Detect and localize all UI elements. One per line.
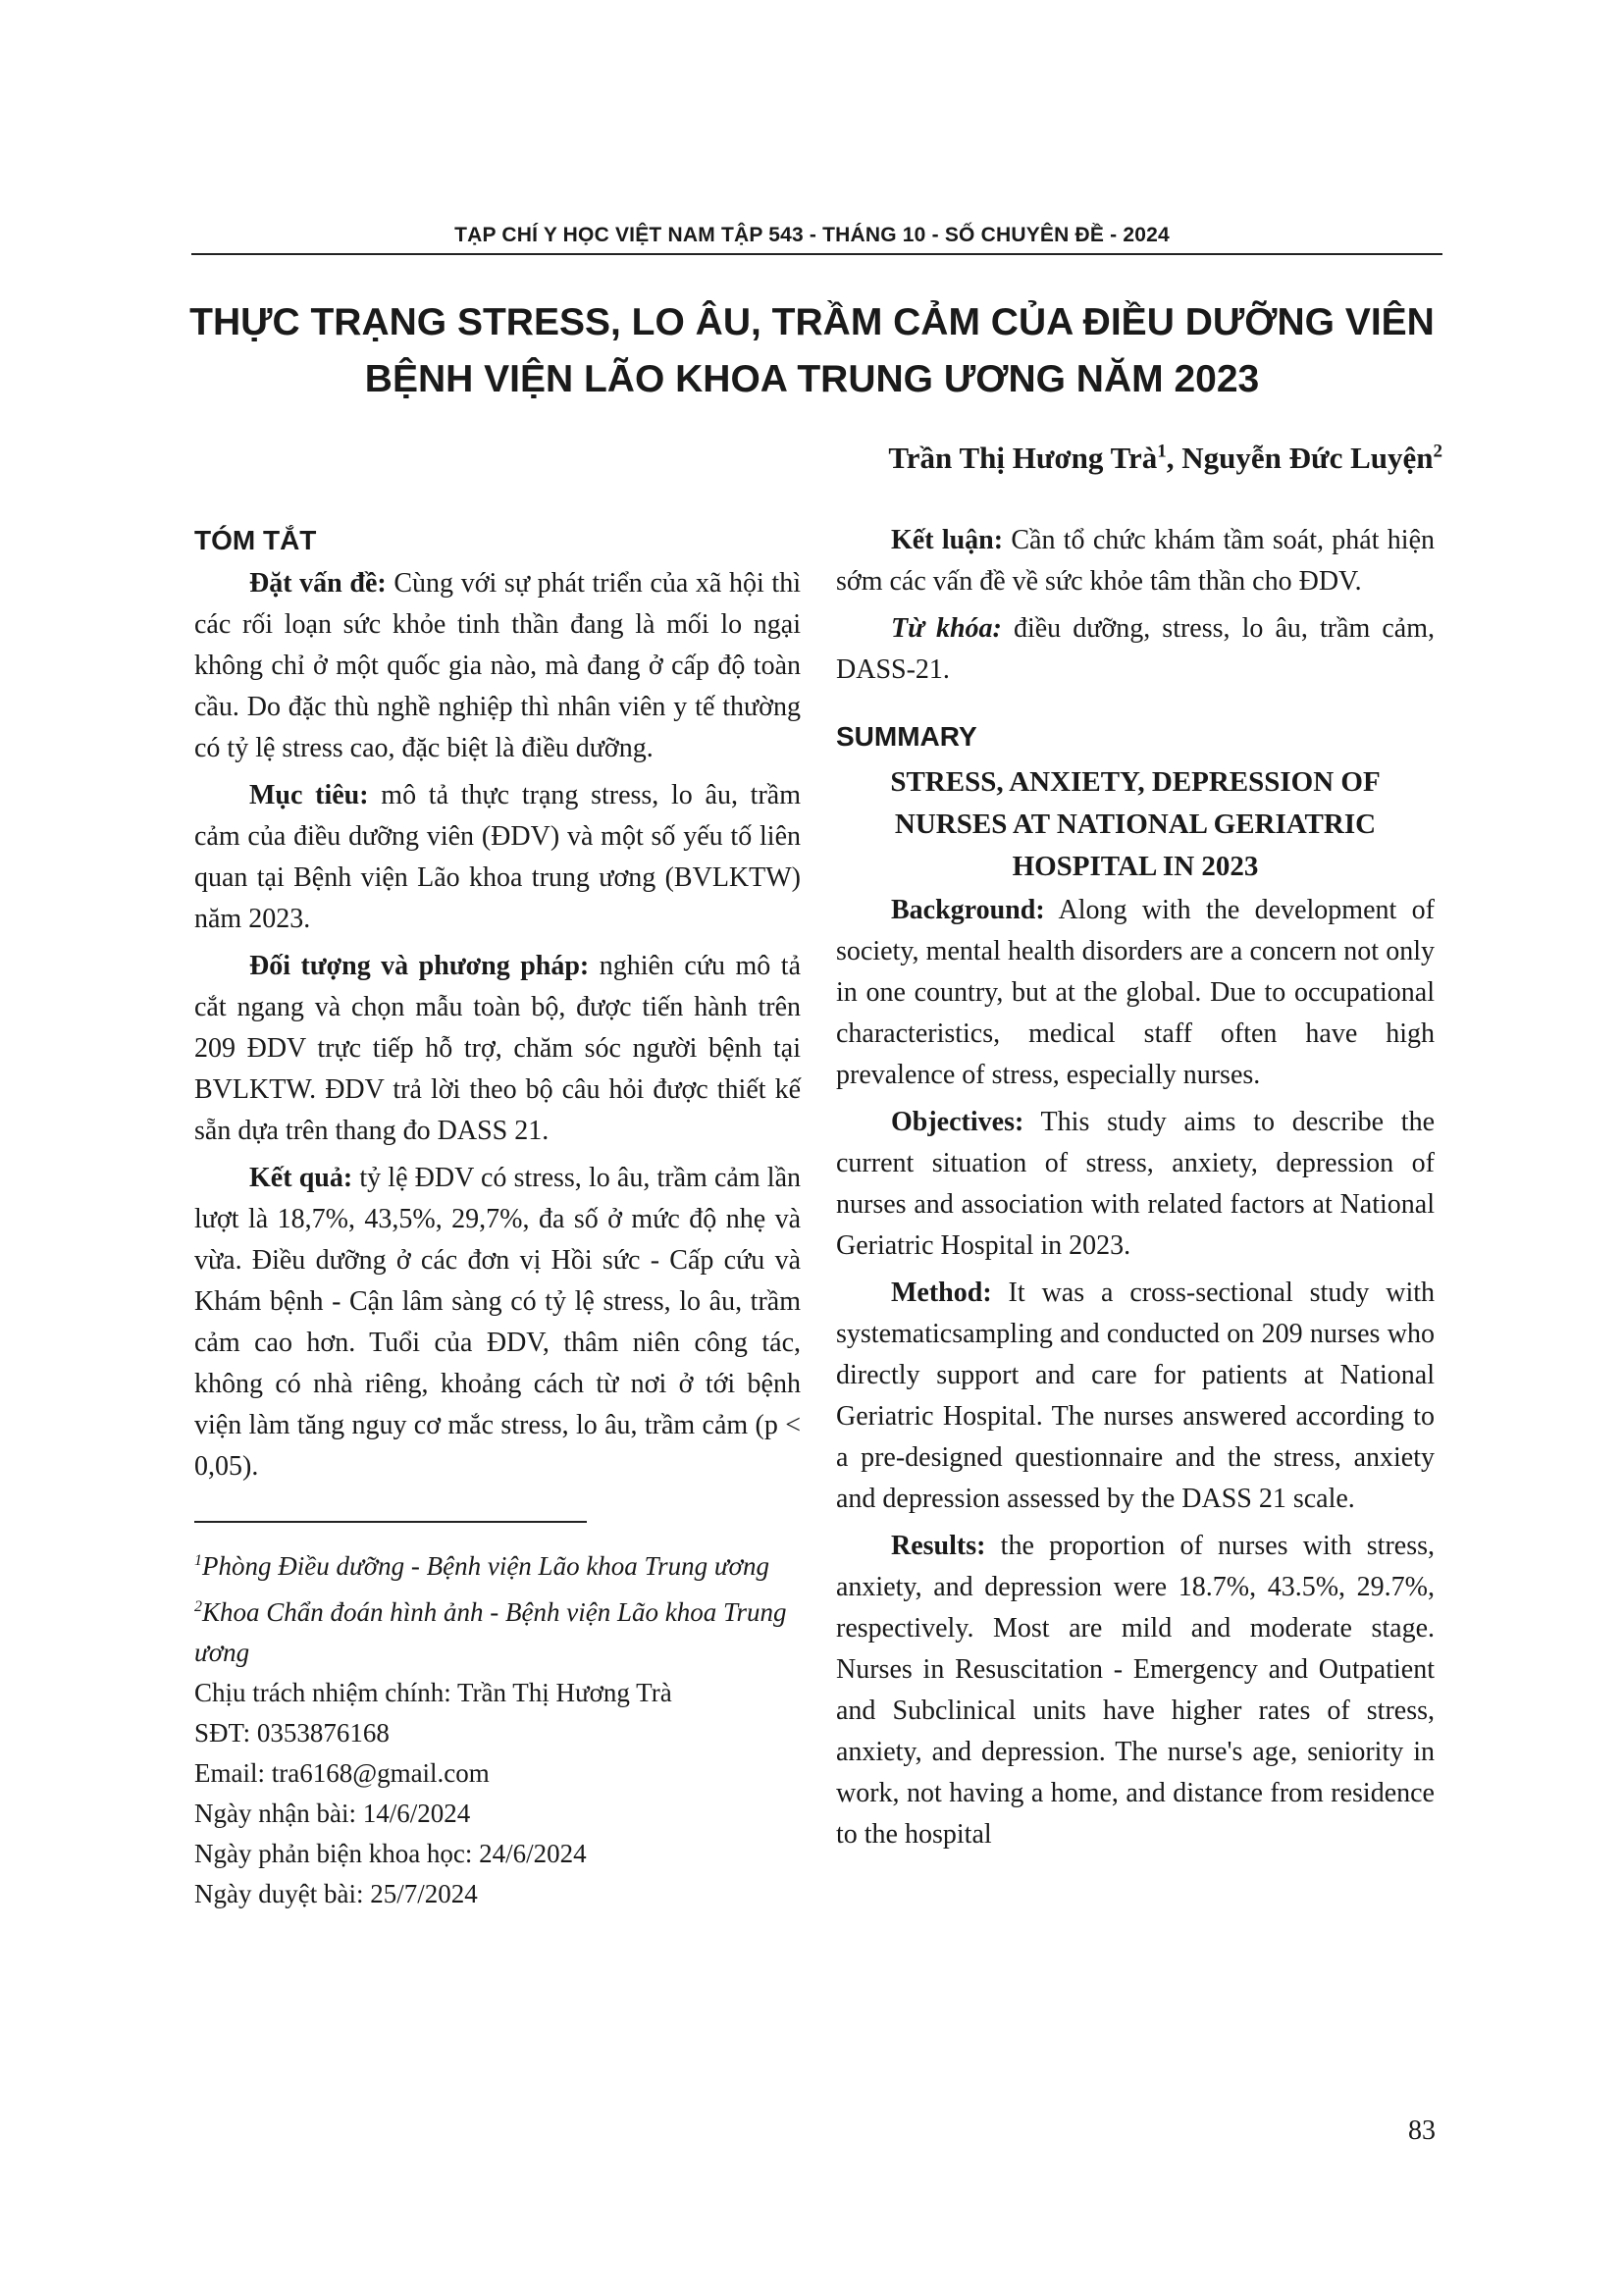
author-1: Trần Thị Hương Trà: [888, 441, 1158, 475]
keywords-text: điều dưỡng, stress, lo âu, trầm cảm, DASS-21.: [836, 613, 1435, 685]
summary-objectives-label: Objectives:: [891, 1107, 1024, 1137]
abstract-objectives: [194, 775, 801, 940]
left-column: [194, 520, 801, 1914]
summary-method-label: Method:: [891, 1278, 992, 1308]
abstract-background-text: Cùng với sự phát triển của xã hội thì các rối loạn sức khỏe tinh thần đang là mối lo ngại không chỉ ở một quốc gia nào, mà đang ở cấp độ toàn cầu. Do đặc thù nghề nghiệp thì nhân viên y tế thường có tỷ lệ stress cao, đặc biệt là điều dưỡng.: [194, 568, 801, 763]
footnote-affiliation-1: [194, 1540, 801, 1587]
date-accepted: Ngày duyệt bài: 25/7/2024: [194, 1879, 478, 1908]
title-line-1: THỰC TRẠNG STRESS, LO ÂU, TRẦM CẢM CỦA ĐIỀU DƯỠNG VIÊN: [189, 301, 1435, 343]
date-reviewed: Ngày phản biện khoa học: 24/6/2024: [194, 1839, 587, 1868]
author-list: [888, 441, 1442, 476]
footnote-2-marker: 2: [194, 1598, 202, 1615]
header-rule: [191, 253, 1442, 255]
phone-number: SĐT: 0353876168: [194, 1718, 390, 1748]
title-line-2: BỆNH VIỆN LÃO KHOA TRUNG ƯƠNG NĂM 2023: [364, 358, 1260, 400]
footnote-affiliation-2: [194, 1587, 801, 1673]
summary-results-text: the proportion of nurses with stress, anxiety, and depression were 18.7%, 43.5%, 29.7%, respectively. Most are mild and moderate stage. Nurses in Resuscitation - Emergency and Outpatient and Subclinical units have higher rates of stress, anxiety, and depression. The nurse's age, seniority in work, not having a home, and distance from residence to the hospital: [836, 1531, 1435, 1850]
right-column: [836, 520, 1435, 1861]
summary-background-label: Background:: [891, 895, 1045, 925]
abstract-objectives-label: Mục tiêu:: [249, 780, 369, 810]
abstract-results-text: tỷ lệ ĐDV có stress, lo âu, trầm cảm lần lượt là 18,7%, 43,5%, 29,7%, đa số ở mức độ nhẹ và vừa. Điều dưỡng ở các đơn vị Hồi sức - Cấp cứu và Khám bệnh - Cận lâm sàng có tỷ lệ stress, lo âu, trầm cảm cao hơn. Tuổi của ĐDV, thâm niên công tác, không có nhà riêng, khoảng cách từ nơi ở tới bệnh viện làm tăng nguy cơ mắc stress, lo âu, trầm cảm (p < 0,05).: [194, 1163, 801, 1482]
keywords-label: Từ khóa:: [891, 613, 1002, 644]
footnote-2-text: Khoa Chẩn đoán hình ảnh - Bệnh viện Lão khoa Trung ương: [194, 1597, 787, 1667]
article-title: [157, 294, 1467, 408]
summary-results-label: Results:: [891, 1531, 986, 1561]
corresponding-author: Chịu trách nhiệm chính: Trần Thị Hương Trà: [194, 1678, 672, 1707]
abstract-conclusion-text: Cần tổ chức khám tầm soát, phát hiện sớm các vấn đề về sức khỏe tâm thần cho ĐDV.: [836, 525, 1436, 597]
abstract-conclusion-label: Kết luận:: [891, 525, 1004, 555]
running-header: TẠP CHÍ Y HỌC VIỆT NAM TẬP 543 - THÁNG 10 - SỐ CHUYÊN ĐỀ - 2024: [454, 224, 1170, 246]
abstract-methods-text: nghiên cứu mô tả cắt ngang và chọn mẫu toàn bộ, được tiến hành trên 209 ĐDV trực tiếp hỗ trợ, chăm sóc người bệnh tại BVLKTW. ĐDV trả lời theo bộ câu hỏi được thiết kế sẵn dựa trên thang đo DASS 21.: [194, 951, 801, 1146]
abstract-methods-label: Đối tượng và phương pháp:: [249, 951, 590, 981]
abstract-conclusion: [836, 520, 1435, 602]
keywords: [836, 608, 1435, 691]
author-2-affiliation: 2: [1433, 441, 1442, 462]
abstract-results: [194, 1158, 801, 1487]
footnote-rule: [194, 1521, 587, 1523]
author-2: Nguyễn Đức Luyện: [1181, 441, 1434, 475]
abstract-objectives-text: mô tả thực trạng stress, lo âu, trầm cảm của điều dưỡng viên (ĐDV) và một số yếu tố liên quan tại Bệnh viện Lão khoa trung ương (BVLKTW) năm 2023.: [194, 780, 801, 934]
footnote-1-marker: 1: [194, 1552, 202, 1569]
summary-objectives-text: This study aims to describe the current situation of stress, anxiety, depression of nurses and association with related factors at National Geriatric Hospital in 2023.: [836, 1107, 1435, 1261]
summary-background-text: Along with the development of society, mental health disorders are a concern not only in one country, but at the global. Due to occupational characteristics, medical staff often have high prevalence of stress, especially nurses.: [836, 895, 1435, 1090]
abstract-methods: [194, 946, 801, 1152]
page-number: 83: [1408, 2115, 1436, 2146]
english-title: STRESS, ANXIETY, DEPRESSION OF NURSES AT NATIONAL GERIATRIC HOSPITAL IN 2023: [890, 766, 1381, 882]
abstract-background: [194, 563, 801, 769]
summary-method: [836, 1273, 1435, 1520]
author-separator: ,: [1166, 441, 1182, 475]
abstract-heading: TÓM TẮT: [194, 525, 317, 555]
date-received: Ngày nhận bài: 14/6/2024: [194, 1799, 471, 1828]
summary-objectives: [836, 1102, 1435, 1267]
abstract-results-label: Kết quả:: [249, 1163, 353, 1193]
summary-background: [836, 890, 1435, 1096]
email-address: Email: tra6168@gmail.com: [194, 1758, 490, 1788]
summary-method-text: It was a cross-sectional study with systematicsampling and conducted on 209 nurses who directly support and care for patients at National Geriatric Hospital. The nurses answered according to a pre-designed questionnaire and the stress, anxiety and depression assessed by the DASS 21 scale.: [836, 1278, 1435, 1514]
footnote-1-text: Phòng Điều dưỡng - Bệnh viện Lão khoa Trung ương: [202, 1551, 769, 1581]
abstract-background-label: Đặt vấn đề:: [249, 568, 387, 599]
summary-heading: SUMMARY: [836, 721, 977, 752]
summary-results: [836, 1526, 1435, 1855]
author-1-affiliation: 1: [1157, 441, 1167, 462]
